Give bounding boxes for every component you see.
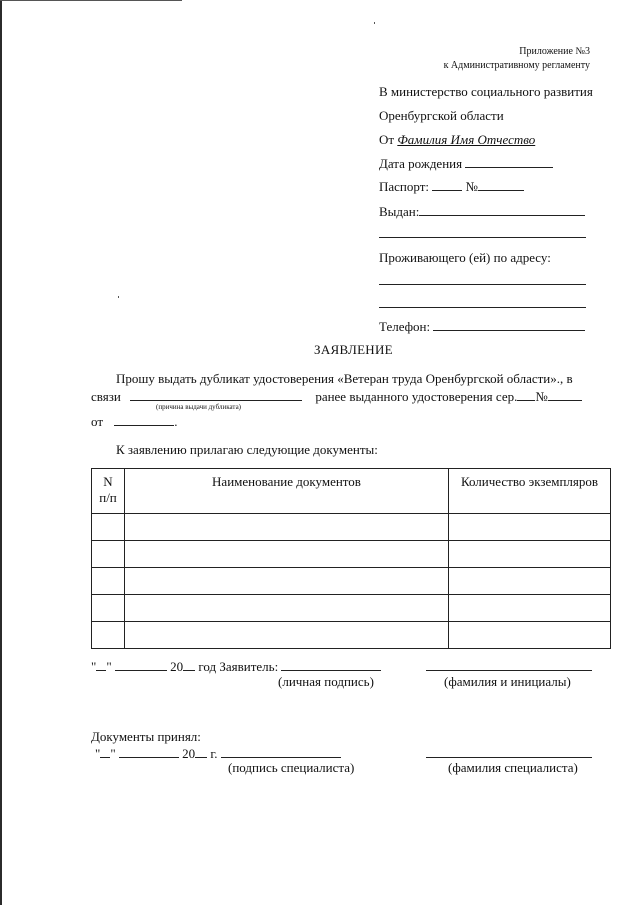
- table-cell-number[interactable]: [92, 514, 125, 541]
- table-cell-name[interactable]: [125, 514, 449, 541]
- request-text: Прошу выдать дубликат удостоверения «Ветеран труда Оренбургской области»., в: [116, 371, 573, 386]
- table-cell-number[interactable]: [92, 568, 125, 595]
- table-cell-number[interactable]: [92, 595, 125, 622]
- table-row: [92, 595, 611, 622]
- column-header-quantity: Количество экземпляров: [449, 469, 611, 514]
- table-cell-quantity[interactable]: [449, 541, 611, 568]
- accept-year-prefix: 20: [182, 746, 196, 761]
- specialist-signature-field[interactable]: [221, 745, 341, 758]
- accept-date-open-quote: ": [95, 746, 101, 761]
- scan-edge-top: [0, 0, 182, 1]
- applicant-signature-field[interactable]: [281, 658, 381, 671]
- birth-date-field[interactable]: [465, 155, 553, 168]
- table-cell-name[interactable]: [125, 622, 449, 649]
- applicant-signature-line: [91, 658, 381, 675]
- from-name-field[interactable]: Фамилия Имя Отчество: [397, 132, 536, 147]
- table-row: [92, 622, 611, 649]
- date-prefix: от: [91, 414, 104, 429]
- issued-field[interactable]: [419, 203, 585, 216]
- issued-label: Выдан:: [379, 204, 420, 219]
- table-row: [92, 514, 611, 541]
- table-cell-name[interactable]: [125, 541, 449, 568]
- birth-date-label: Дата рождения: [379, 156, 463, 171]
- sign-year-suffix: год: [198, 659, 217, 674]
- phone-field[interactable]: [433, 318, 585, 331]
- table-cell-number[interactable]: [92, 622, 125, 649]
- specialist-name-field[interactable]: [426, 757, 592, 758]
- address-field-line1[interactable]: [379, 284, 586, 285]
- previous-number-label: №: [535, 389, 548, 404]
- personal-signature-hint: (личная подпись): [278, 674, 374, 689]
- issued-field-line2[interactable]: [379, 237, 586, 238]
- previous-number-field[interactable]: [548, 388, 582, 401]
- previous-series-field[interactable]: [517, 388, 535, 401]
- date-line: [91, 413, 178, 430]
- table-cell-quantity[interactable]: [449, 514, 611, 541]
- issue-date-field[interactable]: [114, 413, 174, 426]
- accept-year-field[interactable]: [195, 745, 207, 758]
- sign-year-prefix: 20: [170, 659, 184, 674]
- sign-month-field[interactable]: [115, 658, 167, 671]
- from-line: [379, 132, 535, 148]
- reason-prefix: связи: [91, 389, 121, 404]
- passport-number-label: №: [465, 179, 478, 194]
- column-header-number-text: N п/п: [99, 474, 117, 505]
- date-open-quote: ": [91, 659, 97, 674]
- appendix-subtitle: к Административному регламенту: [443, 60, 590, 71]
- table-row: [92, 541, 611, 568]
- passport-series-field[interactable]: [432, 178, 462, 191]
- previous-text: ранее выданного удостоверения сер.: [315, 389, 518, 404]
- scan-speck: [118, 296, 119, 298]
- applicant-label: Заявитель:: [219, 659, 279, 674]
- passport-line: [379, 178, 524, 195]
- table-cell-quantity[interactable]: [449, 595, 611, 622]
- table-cell-quantity[interactable]: [449, 622, 611, 649]
- column-header-number: [92, 469, 125, 514]
- reason-hint: (причина выдачи дубликата): [156, 403, 242, 411]
- table-cell-quantity[interactable]: [449, 568, 611, 595]
- address-field-line2[interactable]: [379, 307, 586, 308]
- name-initials-hint: (фамилия и инициалы): [444, 674, 571, 689]
- table-header-row: [92, 469, 611, 514]
- scan-speck: [374, 22, 375, 24]
- accept-date-close-quote: ": [110, 746, 116, 761]
- accept-month-field[interactable]: [119, 745, 179, 758]
- sign-year-field[interactable]: [183, 658, 195, 671]
- birth-date-line: [379, 155, 553, 172]
- specialist-name-hint: (фамилия специалиста): [448, 760, 578, 775]
- appendix-title: Приложение №3: [519, 46, 590, 57]
- column-header-name: Наименование документов: [125, 469, 449, 514]
- scan-edge-left: [0, 0, 2, 905]
- documents-table: [91, 468, 611, 649]
- table-cell-number[interactable]: [92, 541, 125, 568]
- sign-day-field[interactable]: [96, 658, 106, 671]
- table-row: [92, 568, 611, 595]
- residing-label: Проживающего (ей) по адресу:: [379, 250, 551, 265]
- phone-line: [379, 318, 585, 335]
- table-cell-name[interactable]: [125, 568, 449, 595]
- passport-label: Паспорт:: [379, 179, 430, 194]
- applicant-name-field[interactable]: [426, 670, 592, 671]
- issued-line: [379, 203, 585, 220]
- addressee-region: Оренбургской области: [379, 108, 504, 123]
- addressee-ministry: В министерство социального развития: [379, 84, 593, 99]
- date-close-quote: ": [106, 659, 112, 674]
- accept-year-suffix: г.: [210, 746, 218, 761]
- passport-number-field[interactable]: [478, 178, 524, 191]
- reason-field[interactable]: [130, 388, 302, 401]
- attach-text: К заявлению прилагаю следующие документы:: [116, 442, 378, 457]
- from-label: От: [379, 132, 395, 147]
- date-suffix: .: [174, 414, 178, 429]
- table-cell-name[interactable]: [125, 595, 449, 622]
- phone-label: Телефон:: [379, 319, 431, 334]
- specialist-signature-hint: (подпись специалиста): [228, 760, 355, 775]
- accept-day-field[interactable]: [100, 745, 110, 758]
- document-title: ЗАЯВЛЕНИЕ: [314, 342, 393, 357]
- acceptance-label: Документы принял:: [91, 729, 201, 744]
